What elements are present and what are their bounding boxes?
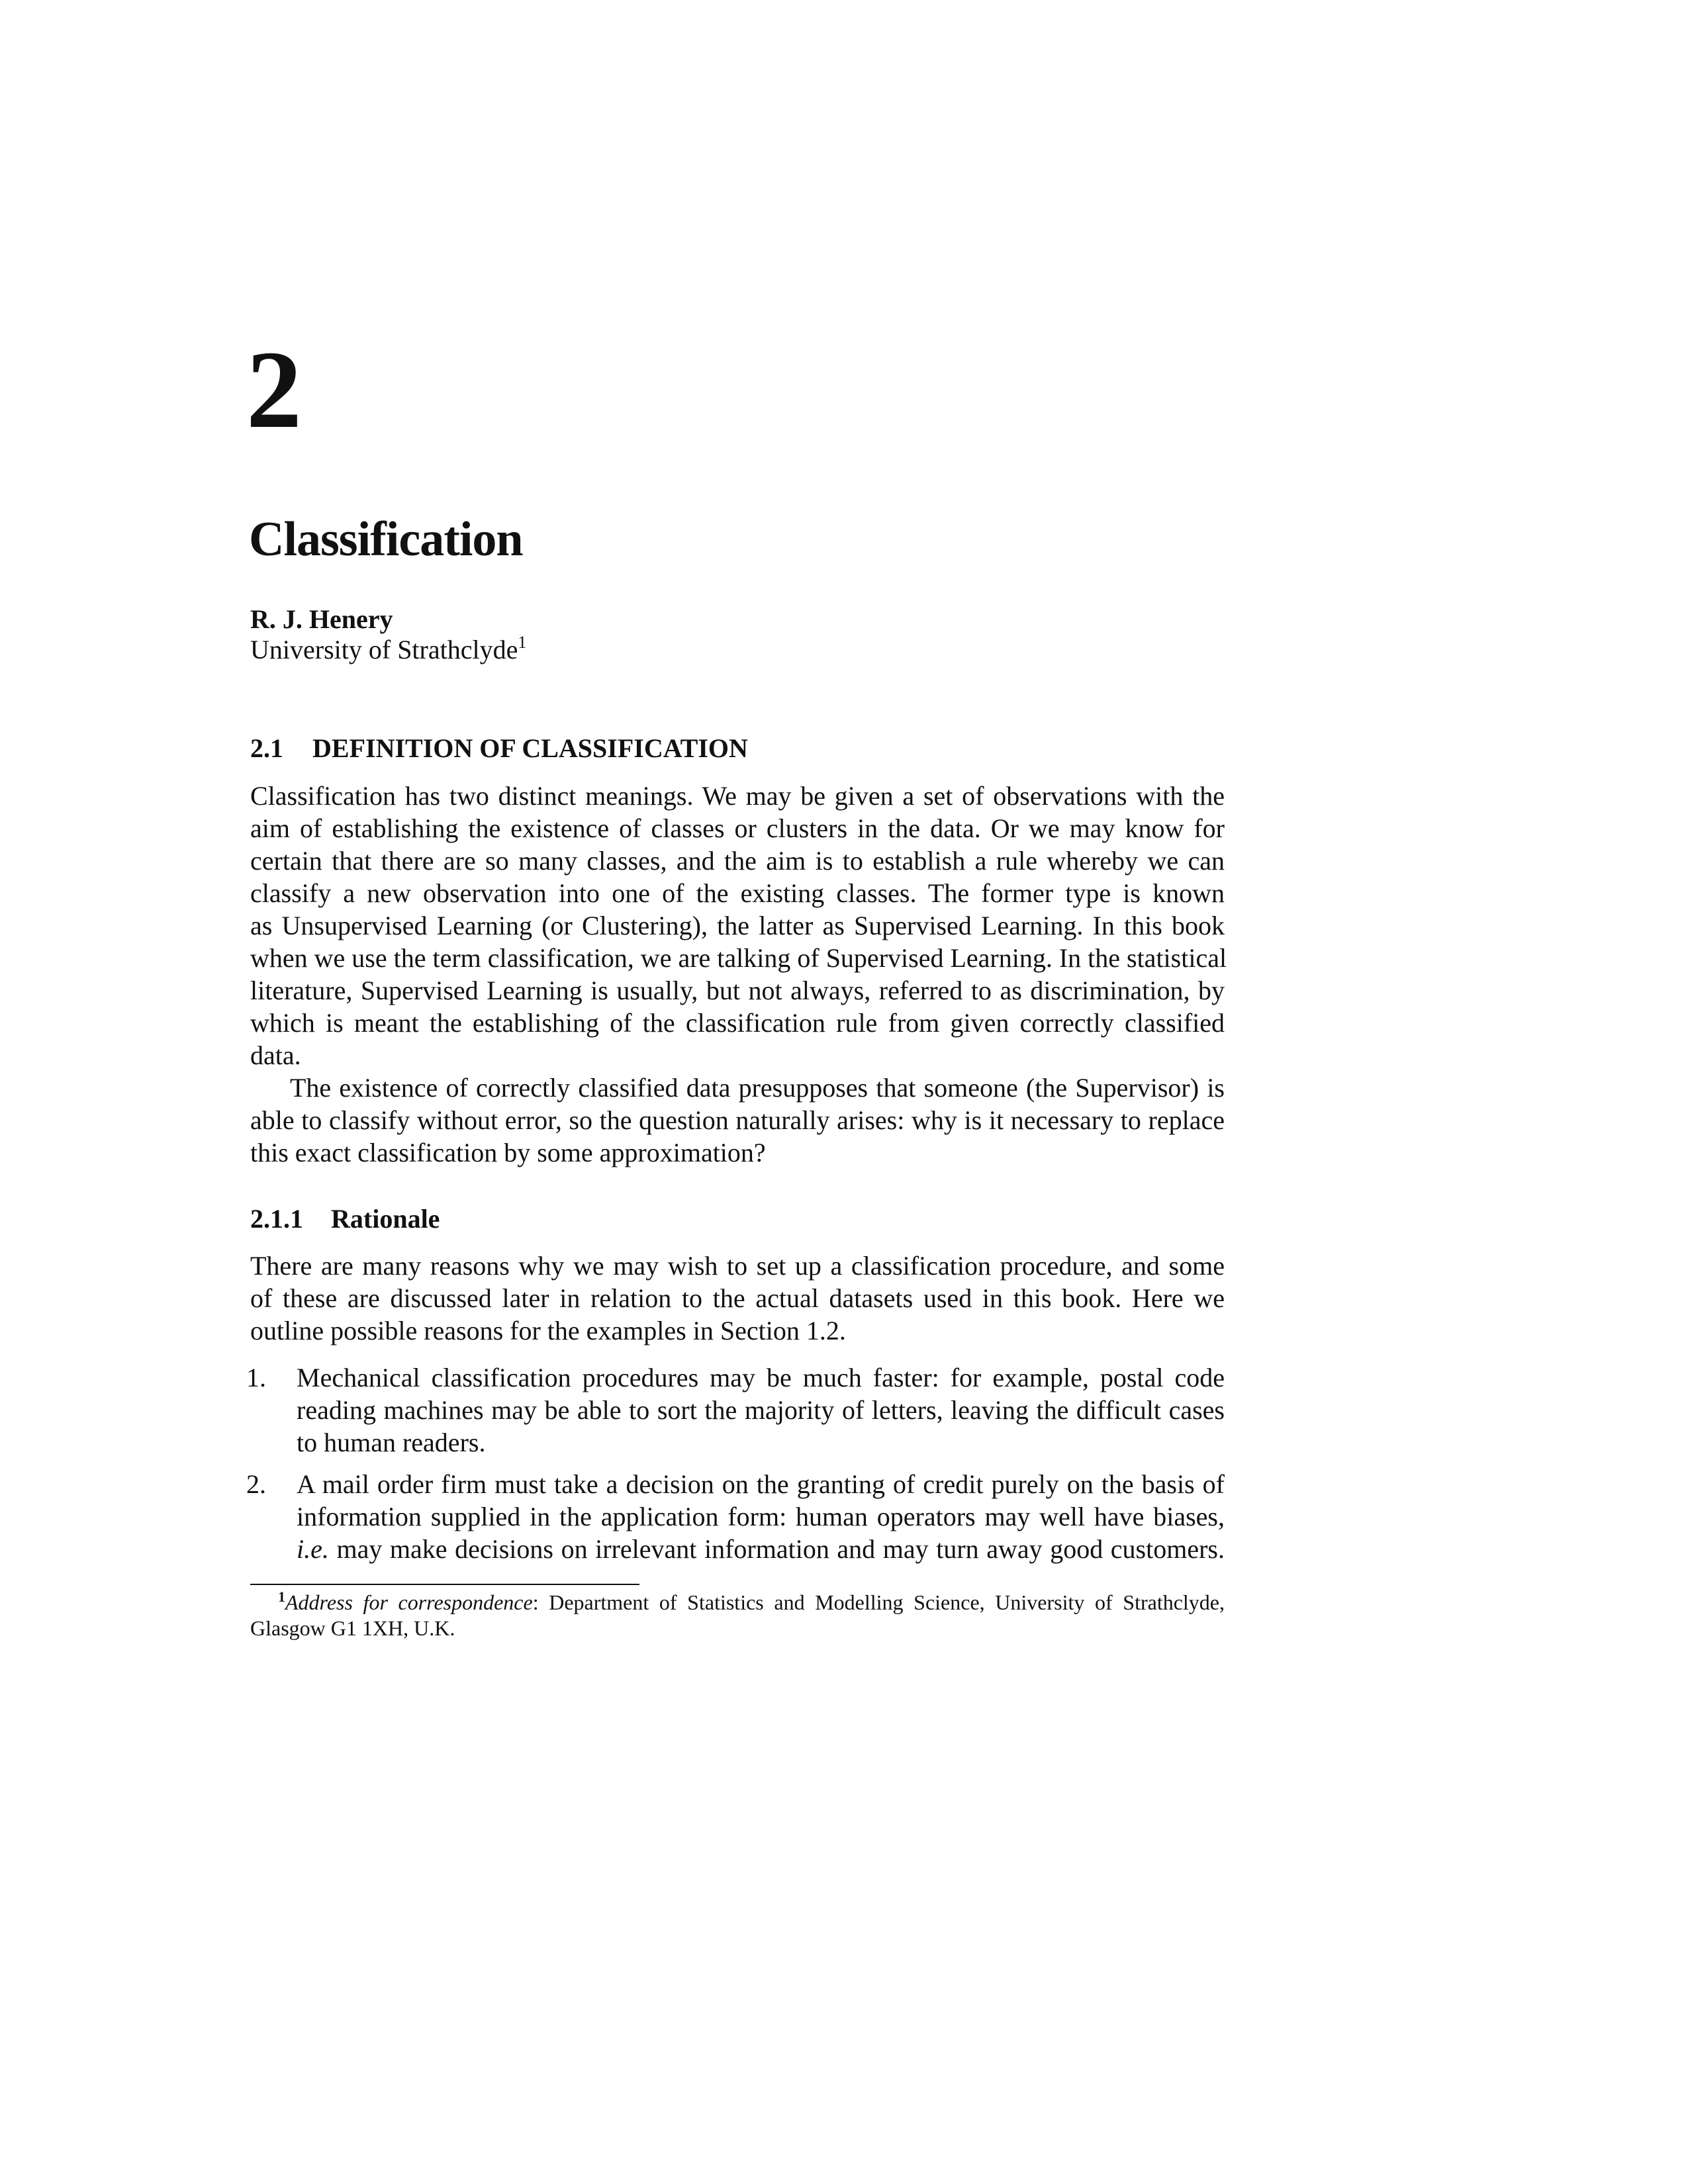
text-line: certain that there are so many classes, and the aim is to establish a rule whereby we can: [250, 846, 1225, 876]
footnote-line: [250, 1590, 1225, 1615]
text-line: able to classify without error, so the question naturally arises: why is it necessary to replace: [250, 1105, 1225, 1135]
subsection-number: 2.1.1: [250, 1204, 303, 1234]
section-number: 2.1: [250, 733, 283, 763]
subsection-title: Rationale: [331, 1204, 440, 1234]
definition-paragraph-1: [250, 780, 1225, 1071]
text-line: as Unsupervised Learning (or Clustering), the latter as Supervised Learning. In this book: [250, 911, 1225, 940]
text-line: The existence of correctly classified data presupposes that someone (the Supervisor) is: [290, 1073, 1225, 1103]
text-line: [297, 1533, 1225, 1565]
text-line: Mechanical classification procedures may be much faster: for example, postal code: [297, 1363, 1225, 1392]
list-marker: 1.: [246, 1363, 266, 1392]
text-line: this exact classification by some approximation?: [250, 1138, 766, 1167]
chapter-title: Classification: [249, 512, 523, 567]
list-item: [246, 1361, 1225, 1459]
text-line: when we use the term classification, we are talking of Supervised Learning. In the statistical: [250, 943, 1227, 973]
affiliation-text: University of Strathclyde: [250, 635, 518, 664]
footnote-line-remainder: : Department of Statistics and Modelling Science, University of Strathclyde,: [532, 1590, 1225, 1614]
author-name: R. J. Henery: [250, 604, 393, 634]
footnote-rule: [250, 1584, 639, 1585]
footnote-mark: 1: [278, 1588, 285, 1605]
text-line: outline possible reasons for the examples in Section 1.2.: [250, 1316, 846, 1345]
subsection-heading-2-1-1: [250, 1203, 440, 1235]
text-line: Classification has two distinct meanings. We may be given a set of observations with the: [250, 781, 1225, 811]
definition-paragraph-2: [250, 1071, 1225, 1169]
footnote: [250, 1590, 1225, 1641]
footnote-reference-mark: 1: [518, 633, 527, 652]
text-line: reading machines may be able to sort the majority of letters, leaving the difficult cases: [297, 1395, 1225, 1425]
text-line: to human readers.: [297, 1428, 486, 1457]
text-line: classify a new observation into one of the existing classes. The former type is known: [250, 878, 1225, 908]
line-remainder: may make decisions on irrelevant information and may turn away good customers.: [328, 1534, 1225, 1564]
text-line: which is meant the establishing of the classification rule from given correctly classified: [250, 1008, 1225, 1038]
footnote-label: Address for correspondence: [285, 1590, 533, 1614]
rationale-paragraph: [250, 1250, 1225, 1347]
text-line: data.: [250, 1040, 301, 1070]
section-heading-2-1: [250, 733, 748, 764]
italic-abbreviation: i.e.: [297, 1534, 329, 1564]
section-title: DEFINITION OF CLASSIFICATION: [312, 733, 748, 763]
text-line: aim of establishing the existence of classes or clusters in the data. Or we may know for: [250, 813, 1225, 843]
text-line: information supplied in the application form: human operators may well have biases,: [297, 1502, 1225, 1531]
chapter-number: 2: [246, 328, 301, 451]
text-line: literature, Supervised Learning is usually, but not always, referred to as discrimination, by: [250, 976, 1225, 1005]
text-line: A mail order firm must take a decision on the granting of credit purely on the basis of: [297, 1469, 1225, 1499]
text-line: of these are discussed later in relation to the actual datasets used in this book. Here we: [250, 1283, 1225, 1313]
author-affiliation: [250, 634, 526, 666]
list-item: [246, 1468, 1225, 1565]
footnote-line: Glasgow G1 1XH, U.K.: [250, 1616, 455, 1640]
list-marker: 2.: [246, 1469, 266, 1499]
text-line: There are many reasons why we may wish to set up a classification procedure, and some: [250, 1251, 1225, 1281]
